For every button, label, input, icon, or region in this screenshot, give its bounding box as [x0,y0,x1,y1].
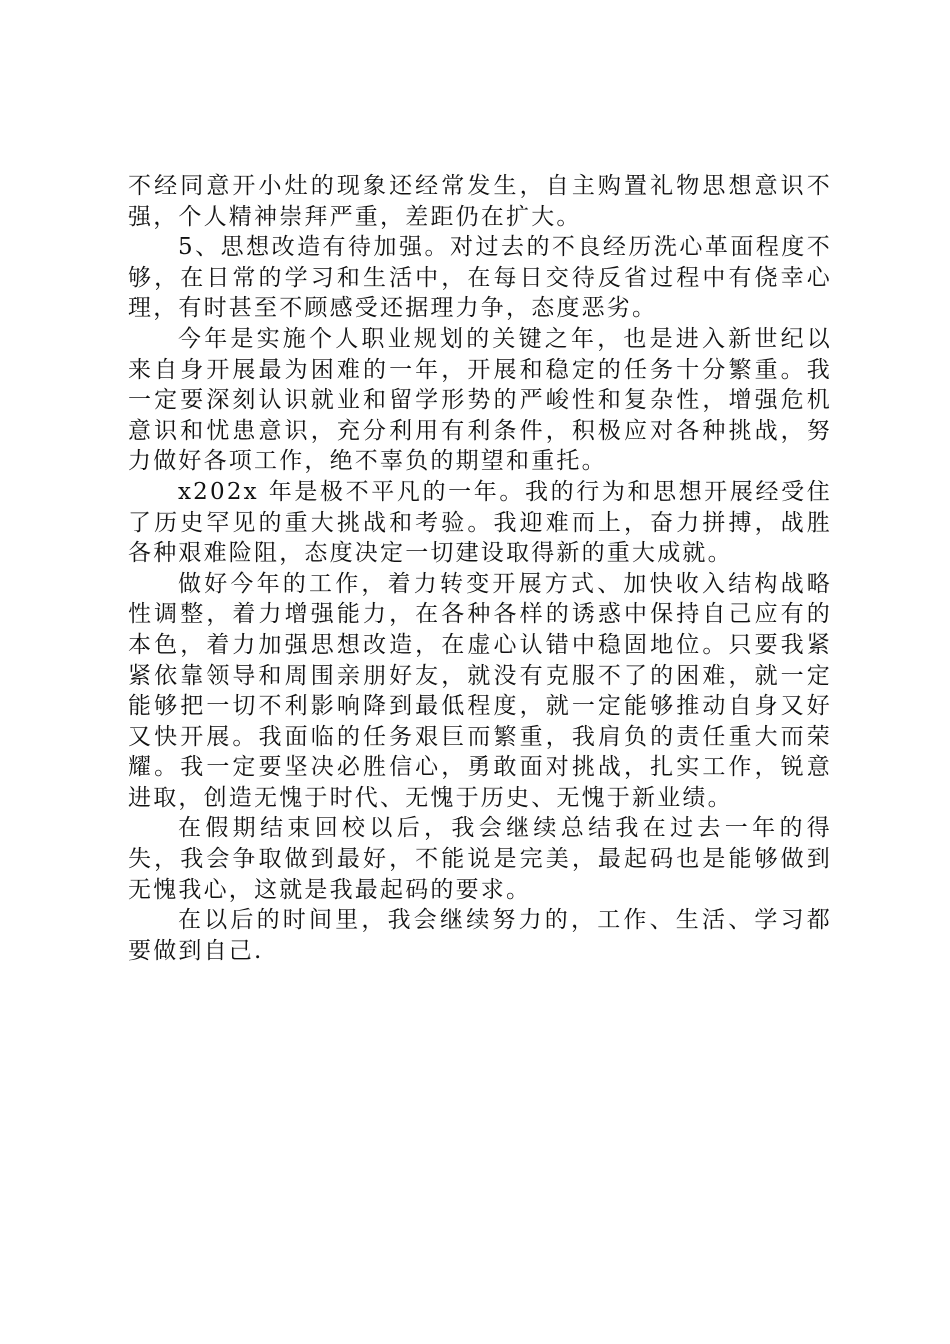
document-body [128,171,832,966]
paragraph-1: 不经同意开小灶的现象还经常发生，自主购置礼物思想意识不强，个人精神崇拜严重，差距仍在扩大。 [128,173,832,230]
paragraph-7: 在以后的时间里，我会继续努力的，工作、生活、学习都要做到自己. [128,907,832,964]
paragraph-3: 今年是实施个人职业规划的关键之年，也是进入新世纪以来自身开展最为困难的一年，开展和稳定的任务十分繁重。我一定要深刻认识就业和留学形势的严峻性和复杂性，增强危机意识和忧患意识，充分利用有利条件，积极应对各种挑战，努力做好各项工作，绝不辜负的期望和重托。 [128,325,832,475]
paragraph-6: 在假期结束回校以后，我会继续总结我在过去一年的得失，我会争取做到最好，不能说是完美，最起码也是能够做到无愧我心，这就是我最起码的要求。 [128,815,832,903]
paragraph-5: 做好今年的工作，着力转变开展方式、加快收入结构战略性调整，着力增强能力，在各种各样的诱惑中保持自己应有的本色，着力加强思想改造，在虚心认错中稳固地位。只要我紧紧依靠领导和周围亲朋好友，就没有克服不了的困难，就一定能够把一切不利影响降到最低程度，就一定能够推动自身又好又快开展。我面临的任务艰巨而繁重，我肩负的责任重大而荣耀。我一定要坚决必胜信心，勇敢面对挑战，扎实工作，锐意进取，创造无愧于时代、无愧于历史、无愧于新业绩。 [128,570,832,811]
paragraph-4: x202x 年是极不平凡的一年。我的行为和思想开展经受住了历史罕见的重大挑战和考验。我迎难而上，奋力拼搏，战胜各种艰难险阻，态度决定一切建设取得新的重大成就。 [128,478,832,567]
paragraph-2: 5、思想改造有待加强。对过去的不良经历洗心革面程度不够，在日常的学习和生活中，在每日交待反省过程中有侥幸心理，有时甚至不顾感受还据理力争，态度恶劣。 [128,234,832,322]
